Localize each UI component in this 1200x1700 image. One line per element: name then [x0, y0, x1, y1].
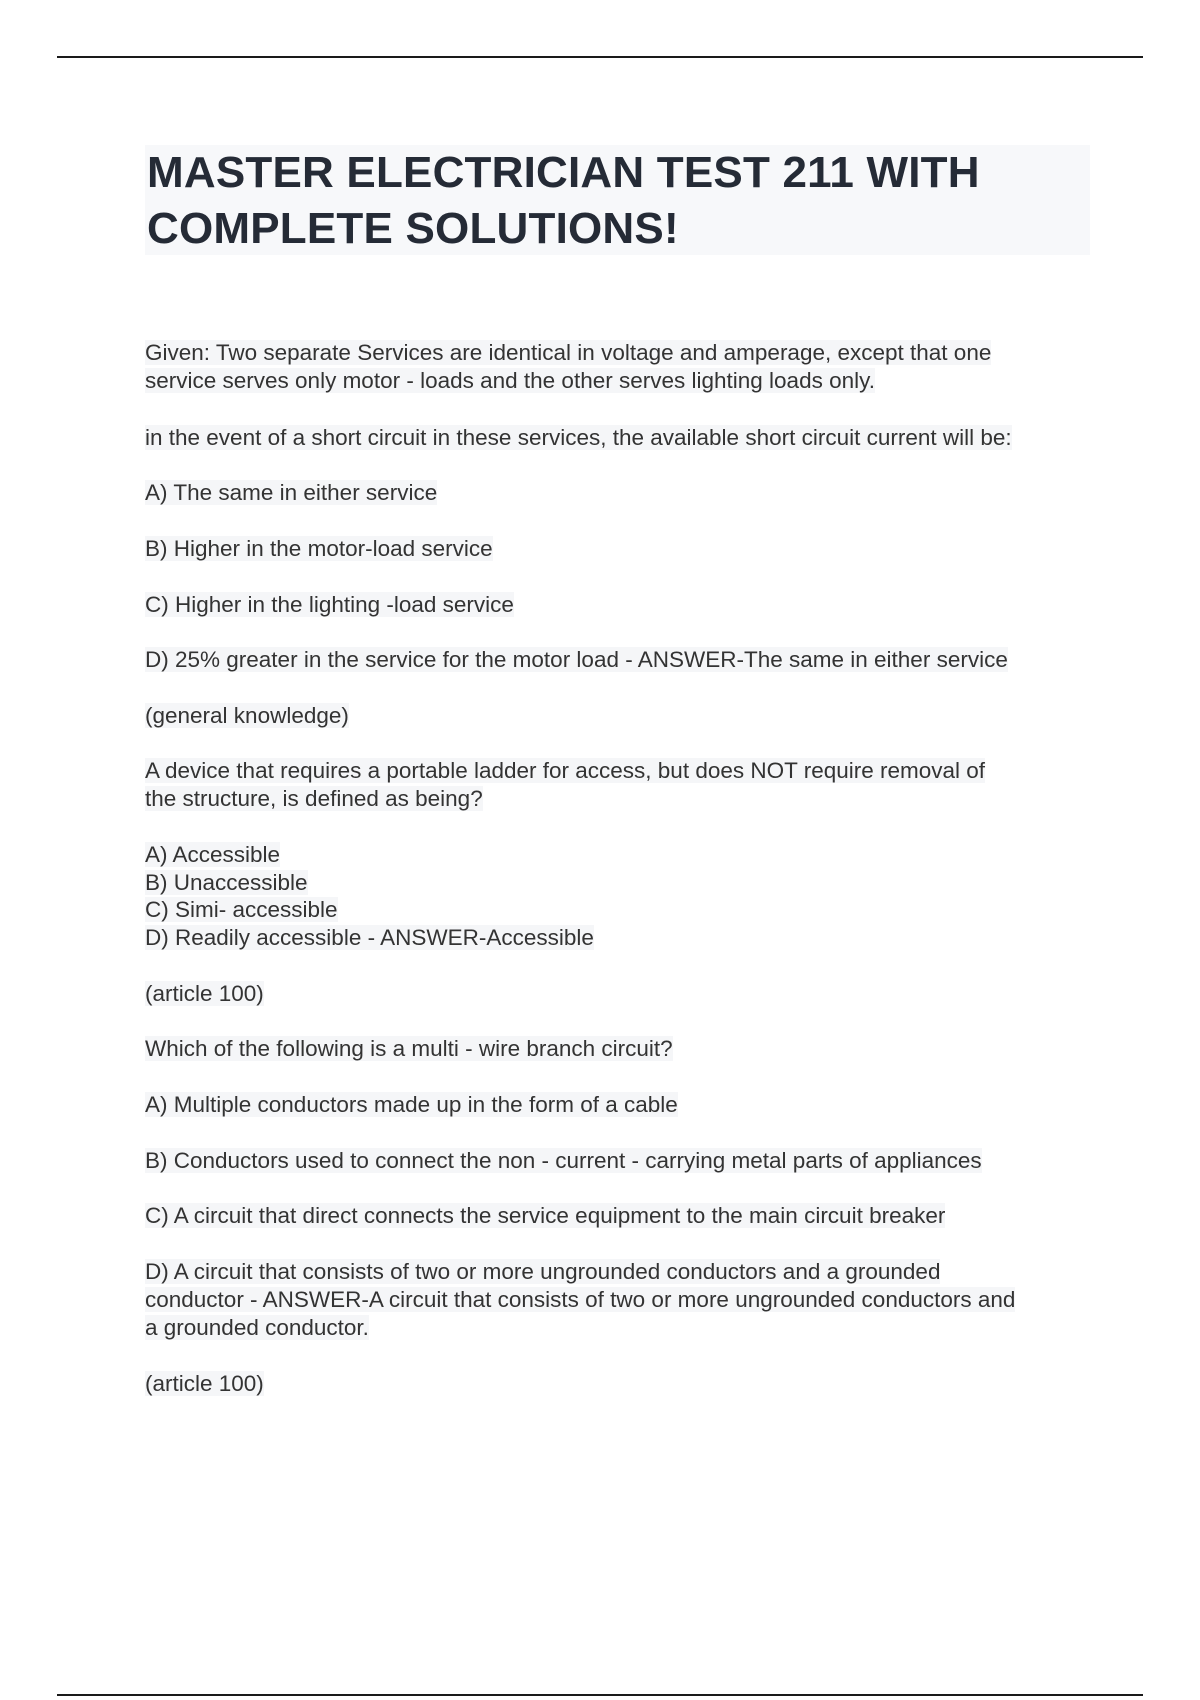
bottom-rule — [57, 1694, 1143, 1696]
q3-reference: (article 100) — [145, 1371, 264, 1396]
title-line-2: COMPLETE SOLUTIONS! — [147, 204, 679, 253]
top-rule — [57, 56, 1143, 58]
q3-option-d-line-2: conductor - ANSWER-A circuit that consists of two or more ungrounded conductors and — [145, 1287, 1016, 1312]
q1-option-d: D) 25% greater in the service for the motor load - ANSWER-The same in either service — [145, 647, 1008, 672]
q2-option-d: D) Readily accessible - ANSWER-Accessible — [145, 925, 594, 950]
q3-option-a: A) Multiple conductors made up in the form of a cable — [145, 1092, 678, 1117]
q3-option-d-line-3: a grounded conductor. — [145, 1315, 369, 1340]
q2-prompt-line-1: A device that requires a portable ladder for access, but does NOT require removal of — [145, 758, 986, 783]
q3-option-d-line-1: D) A circuit that consists of two or more ungrounded conductors and a grounded — [145, 1259, 941, 1284]
document-title — [147, 145, 980, 257]
q3-option-c: C) A circuit that direct connects the service equipment to the main circuit breaker — [145, 1203, 946, 1228]
q3-prompt: Which of the following is a multi - wire branch circuit? — [145, 1036, 673, 1061]
q1-prompt: in the event of a short circuit in these services, the available short circuit current will be: — [145, 425, 1012, 450]
q1-option-a: A) The same in either service — [145, 480, 438, 505]
q1-option-b: B) Higher in the motor-load service — [145, 536, 493, 561]
q2-option-b: B) Unaccessible — [145, 870, 308, 895]
q2-prompt-line-2: the structure, is defined as being? — [145, 786, 483, 811]
q1-reference: (general knowledge) — [145, 703, 349, 728]
q2-reference: (article 100) — [145, 981, 264, 1006]
q1-given-line-1: Given: Two separate Services are identical in voltage and amperage, except that one — [145, 340, 992, 365]
q2-option-c: C) Simi- accessible — [145, 897, 338, 922]
q2-option-a: A) Accessible — [145, 842, 281, 867]
q1-option-c: C) Higher in the lighting -load service — [145, 592, 514, 617]
q1-given-line-2: service serves only motor - loads and the other serves lighting loads only. — [145, 368, 875, 393]
title-line-1: MASTER ELECTRICIAN TEST 211 WITH — [147, 148, 980, 197]
q3-option-b: B) Conductors used to connect the non - current - carrying metal parts of appliances — [145, 1148, 982, 1173]
